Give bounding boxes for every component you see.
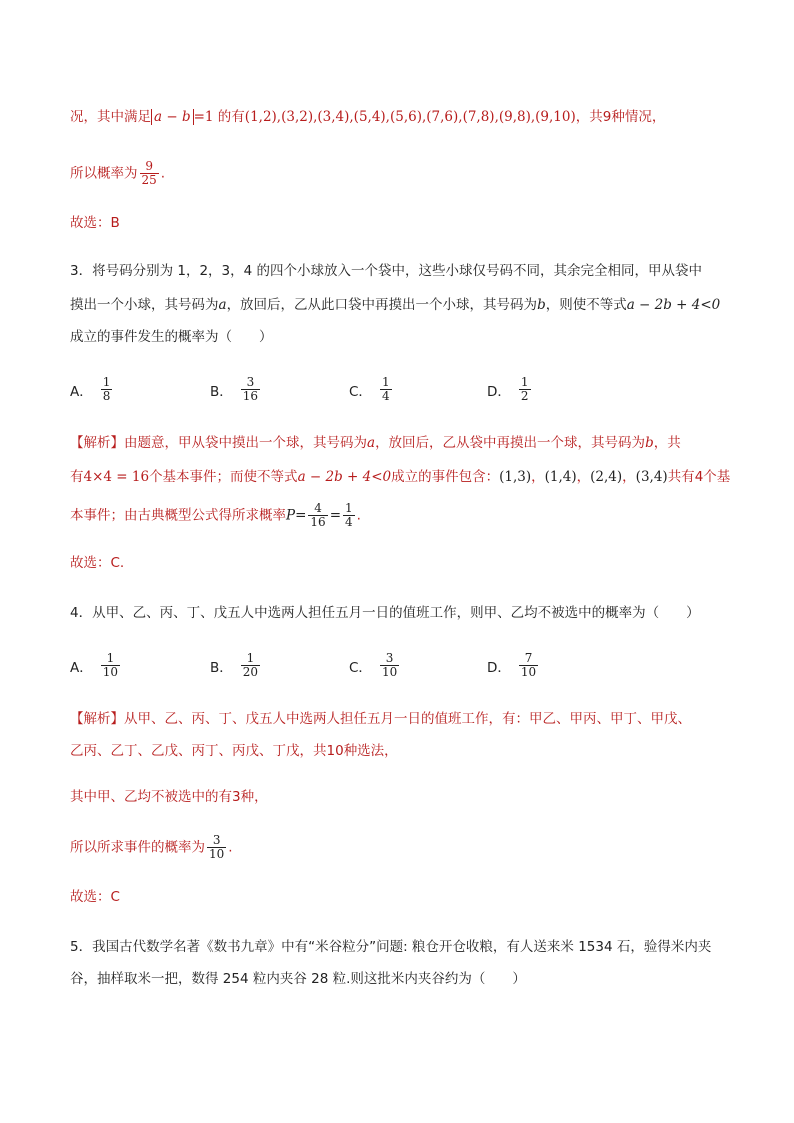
variable-b: b bbox=[537, 297, 546, 313]
s4-line-3 bbox=[70, 788, 268, 806]
text-segment: 所以概率为 bbox=[70, 165, 138, 182]
text-segment: 个基 bbox=[703, 469, 731, 485]
event-pair: (2,4) bbox=[590, 469, 623, 485]
probability-symbol: P bbox=[286, 507, 296, 524]
s4-line-4 bbox=[70, 834, 233, 861]
denominator: 10 bbox=[102, 665, 119, 679]
q5-line-2: 谷，抽样取米一把，数得 254 粒内夹谷 28 粒.则这批米内夹谷约为（ ） bbox=[70, 971, 526, 987]
numerator: 3 bbox=[212, 833, 221, 847]
count-value: 10 bbox=[326, 743, 344, 759]
pair-list: (1,2),(3,2),(3,4),(5,4),(5,6),(7,6),(7,8),(9,8),(9,10) bbox=[244, 109, 576, 125]
denominator: 16 bbox=[310, 515, 326, 529]
option-label: C． bbox=[349, 659, 372, 676]
denominator: 10 bbox=[381, 665, 398, 679]
answer-line-4: 故选：C bbox=[70, 889, 120, 905]
event-pair: (1,3) bbox=[499, 469, 532, 485]
fraction bbox=[140, 160, 159, 187]
fraction bbox=[343, 502, 355, 529]
text-segment: ，共 bbox=[575, 109, 603, 125]
fraction bbox=[101, 376, 113, 403]
numerator: 4 bbox=[314, 501, 322, 515]
text-segment: . bbox=[160, 165, 166, 182]
numerator: 1 bbox=[102, 375, 111, 389]
variable-b: b bbox=[645, 435, 654, 451]
fraction bbox=[380, 652, 399, 679]
numerator: 3 bbox=[246, 375, 255, 389]
fraction bbox=[241, 376, 260, 403]
count-value: 9 bbox=[602, 109, 612, 125]
text-segment: 乙丙、乙丁、乙戊、丙丁、丙戊、丁戊，共 bbox=[70, 743, 327, 759]
numerator: 9 bbox=[145, 159, 153, 173]
variable-a: a bbox=[367, 435, 376, 451]
text-segment: ，共 bbox=[653, 435, 681, 451]
s3-line-3 bbox=[70, 502, 361, 529]
q3-option-b[interactable] bbox=[210, 376, 262, 403]
option-label: B． bbox=[210, 383, 233, 400]
text-segment: 个基本事件；而使不等式 bbox=[149, 469, 298, 485]
denominator: 10 bbox=[209, 847, 225, 861]
text-segment: ，放回后，乙从此口袋中再摸出一个小球，其号码为 bbox=[226, 297, 538, 313]
denominator: 4 bbox=[345, 515, 353, 529]
denominator: 10 bbox=[520, 665, 537, 679]
denominator: 20 bbox=[242, 665, 259, 679]
numerator: 1 bbox=[246, 651, 255, 665]
text-segment: 种， bbox=[240, 789, 268, 805]
separator: ， bbox=[622, 469, 636, 485]
solution-line-pairs bbox=[70, 108, 665, 126]
q5-line-1: 5．我国古代数学名著《数书九章》中有“米谷粒分”问题: 粮仓开仓收粮，有人送来米 1534 石，验得米内夹 bbox=[70, 939, 712, 955]
equals-sign: = bbox=[295, 507, 307, 524]
q4-option-b[interactable] bbox=[210, 652, 262, 679]
option-label: B． bbox=[210, 659, 233, 676]
text-segment: 况，其中满足 bbox=[70, 109, 151, 125]
text-segment: 其中甲、乙均不被选中的有 bbox=[70, 789, 232, 805]
event-pair: (1,4) bbox=[544, 469, 577, 485]
numerator: 1 bbox=[381, 375, 390, 389]
s3-line-1 bbox=[70, 434, 681, 452]
text-segment: 由题意，甲从袋中摸出一个球，其号码为 bbox=[124, 435, 367, 451]
inequality: a − 2b + 4<0 bbox=[297, 469, 392, 485]
fraction bbox=[380, 376, 392, 403]
numerator: 7 bbox=[524, 651, 533, 665]
text-segment: 种情况， bbox=[611, 109, 666, 125]
text-segment: 所以所求事件的概率为 bbox=[70, 839, 205, 856]
denominator: 16 bbox=[242, 389, 259, 403]
numerator: 1 bbox=[345, 501, 353, 515]
inequality: a − 2b + 4<0 bbox=[626, 297, 721, 313]
text-segment: . bbox=[228, 839, 233, 856]
text-segment: 有 bbox=[70, 469, 84, 485]
numerator: 1 bbox=[106, 651, 115, 665]
text-segment: 共有 bbox=[667, 469, 695, 485]
text-segment: 本事件；由古典概型公式得所求概率 bbox=[70, 507, 286, 524]
fraction bbox=[519, 652, 538, 679]
q3-option-d[interactable] bbox=[487, 376, 533, 403]
answer-line-3: 故选：C. bbox=[70, 555, 125, 571]
text-segment: 成立的事件包含： bbox=[391, 469, 500, 485]
numerator: 3 bbox=[385, 651, 394, 665]
count-value: 4 bbox=[694, 469, 704, 485]
fraction bbox=[101, 652, 120, 679]
equals-sign: = bbox=[329, 507, 341, 524]
q3-line-1: 3．将号码分别为 1，2，3，4 的四个小球放入一个袋中，这些小球仅号码不同，其余完全相同，甲从袋中 bbox=[70, 263, 703, 279]
s4-line-1 bbox=[70, 710, 691, 728]
q4-option-d[interactable] bbox=[487, 652, 540, 679]
separator: ， bbox=[576, 469, 591, 485]
variable-a: a bbox=[218, 297, 227, 313]
calculation: 4×4 = 16 bbox=[83, 469, 150, 485]
option-label: D． bbox=[487, 659, 511, 676]
text-segment: 从甲、乙、丙、丁、戊五人中选两人担任五月一日的值班工作，有：甲乙、甲丙、甲丁、甲戊、 bbox=[124, 711, 691, 727]
count-value: 3 bbox=[232, 789, 241, 805]
s4-line-2 bbox=[70, 742, 398, 760]
denominator: 4 bbox=[381, 389, 390, 403]
analysis-tag: 【解析】 bbox=[70, 711, 124, 727]
s3-line-2 bbox=[70, 468, 730, 486]
text-segment: ，放回后，乙从袋中再摸出一个球，其号码为 bbox=[375, 435, 646, 451]
text-segment: . bbox=[356, 507, 361, 524]
option-label: A． bbox=[70, 659, 93, 676]
q4-option-a[interactable] bbox=[70, 652, 122, 679]
analysis-tag: 【解析】 bbox=[70, 435, 124, 451]
abs-expression: a − b bbox=[151, 109, 194, 125]
q3-line-3: 成立的事件发生的概率为（ ） bbox=[70, 329, 273, 345]
separator: ， bbox=[531, 469, 545, 485]
option-label: C． bbox=[349, 383, 372, 400]
q3-option-a[interactable] bbox=[70, 376, 114, 403]
fraction bbox=[519, 376, 531, 403]
q3-line-2 bbox=[70, 296, 720, 314]
denominator: 2 bbox=[520, 389, 529, 403]
text-segment: =1 的有 bbox=[193, 109, 245, 125]
q3-option-c[interactable] bbox=[349, 376, 394, 403]
text-segment: ，则使不等式 bbox=[545, 297, 627, 313]
fraction bbox=[241, 652, 260, 679]
numerator: 1 bbox=[520, 375, 529, 389]
answer-line-2: 故选：B bbox=[70, 215, 120, 231]
denominator: 8 bbox=[102, 389, 111, 403]
fraction bbox=[207, 834, 226, 861]
q4-line-1: 4．从甲、乙、丙、丁、戊五人中选两人担任五月一日的值班工作，则甲、乙均不被选中的概率为（ ） bbox=[70, 605, 700, 621]
text-segment: 种选法， bbox=[343, 743, 398, 759]
probability-line bbox=[70, 160, 165, 187]
text-segment: 摸出一个小球，其号码为 bbox=[70, 297, 219, 313]
option-label: D． bbox=[487, 383, 511, 400]
denominator: 25 bbox=[141, 173, 157, 187]
fraction bbox=[308, 502, 327, 529]
event-pair: (3,4) bbox=[635, 469, 668, 485]
q4-option-c[interactable] bbox=[349, 652, 401, 679]
option-label: A． bbox=[70, 383, 93, 400]
